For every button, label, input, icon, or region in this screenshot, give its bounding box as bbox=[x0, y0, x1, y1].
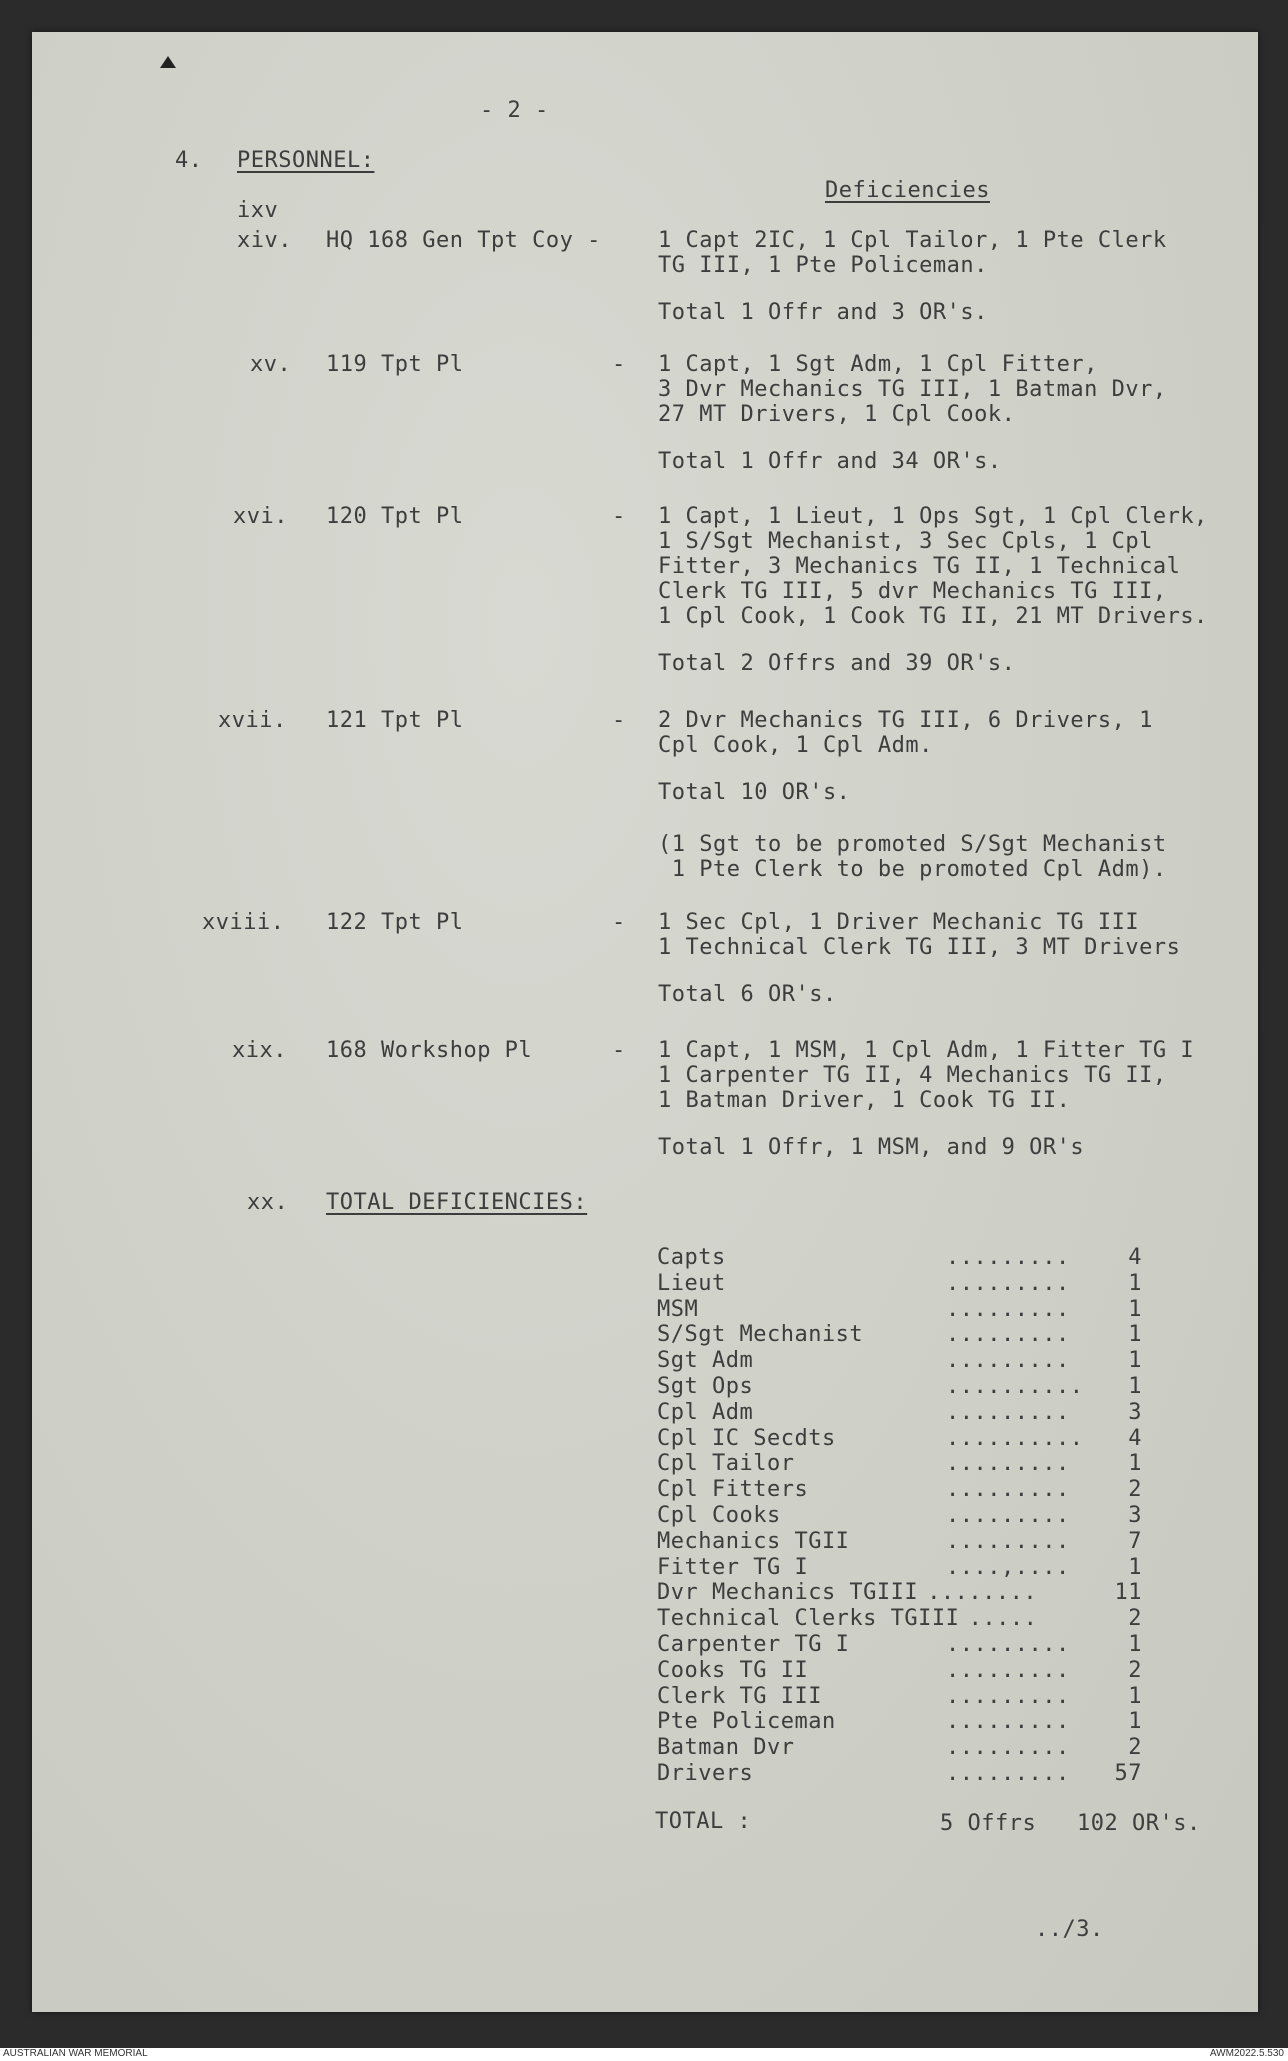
deficiency-line: 1 Capt 2IC, 1 Cpl Tailor, 1 Pte Clerk bbox=[658, 228, 1167, 253]
deficiency-count: 1 bbox=[1128, 1348, 1142, 1373]
leader-dots: ......... bbox=[946, 1529, 1070, 1554]
deficiency-item: Cpl Cooks bbox=[657, 1503, 781, 1528]
continuation-mark: ../3. bbox=[1035, 1917, 1104, 1942]
deficiency-item: Mechanics TGII bbox=[657, 1529, 850, 1554]
deficiency-count: 1 bbox=[1128, 1555, 1142, 1580]
unit-dash: - bbox=[612, 1038, 626, 1063]
deficiency-line: Clerk TG III, 5 dvr Mechanics TG III, bbox=[658, 579, 1167, 604]
leader-dots: .......... bbox=[946, 1374, 1084, 1399]
totals-heading: TOTAL DEFICIENCIES: bbox=[326, 1190, 588, 1215]
deficiency-item: Fitter TG I bbox=[657, 1555, 809, 1580]
deficiency-count: 4 bbox=[1128, 1245, 1142, 1270]
deficiency-item: Carpenter TG I bbox=[657, 1632, 850, 1657]
deficiency-item: Technical Clerks TGIII bbox=[657, 1606, 960, 1631]
deficiency-item: Drivers bbox=[657, 1761, 754, 1786]
unit-dash: - bbox=[612, 352, 626, 377]
deficiency-count: 1 bbox=[1128, 1451, 1142, 1476]
unit-numeral: xviii. bbox=[202, 910, 285, 935]
unit-numeral: xiv. bbox=[237, 228, 292, 253]
deficiency-count: 2 bbox=[1128, 1658, 1142, 1683]
deficiency-line: 1 Technical Clerk TG III, 3 MT Drivers bbox=[658, 935, 1181, 960]
unit-name: 168 Workshop Pl bbox=[326, 1038, 533, 1063]
unit-total: Total 6 OR's. bbox=[658, 982, 837, 1007]
section-number: 4. bbox=[175, 148, 203, 173]
leader-dots: ......... bbox=[946, 1477, 1070, 1502]
leader-dots: ......... bbox=[946, 1709, 1070, 1734]
leader-dots: ....,.... bbox=[946, 1555, 1070, 1580]
deficiency-count: 1 bbox=[1128, 1709, 1142, 1734]
deficiency-count: 1 bbox=[1128, 1374, 1142, 1399]
grand-total-label: TOTAL : bbox=[655, 1809, 752, 1834]
leader-dots: ......... bbox=[946, 1297, 1070, 1322]
deficiency-line: 2 Dvr Mechanics TG III, 6 Drivers, 1 bbox=[658, 708, 1153, 733]
unit-total: Total 10 OR's. bbox=[658, 780, 851, 805]
deficiency-item: Clerk TG III bbox=[657, 1684, 822, 1709]
deficiency-item: Cpl Tailor bbox=[657, 1451, 795, 1476]
unit-note: 1 Pte Clerk to be promoted Cpl Adm). bbox=[658, 857, 1167, 882]
leader-dots: ......... bbox=[946, 1735, 1070, 1760]
leader-dots: ..... bbox=[968, 1606, 1038, 1631]
deficiency-count: 11 bbox=[1114, 1580, 1142, 1605]
unit-total: Total 1 Offr, 1 MSM, and 9 OR's bbox=[658, 1135, 1085, 1160]
leader-dots: ......... bbox=[946, 1400, 1070, 1425]
deficiency-item: Cpl Fitters bbox=[657, 1477, 809, 1502]
punch-hole-mark bbox=[160, 56, 176, 68]
deficiency-item: Batman Dvr bbox=[657, 1735, 795, 1760]
deficiency-count: 7 bbox=[1128, 1529, 1142, 1554]
deficiency-count: 3 bbox=[1128, 1400, 1142, 1425]
deficiency-count: 1 bbox=[1128, 1684, 1142, 1709]
leader-dots: .......... bbox=[946, 1426, 1084, 1451]
deficiency-item: Pte Policeman bbox=[657, 1709, 836, 1734]
deficiency-count: 2 bbox=[1128, 1606, 1142, 1631]
document-page bbox=[32, 32, 1258, 2012]
unit-dash: - bbox=[612, 910, 626, 935]
grand-total-offrs: 5 Offrs bbox=[940, 1811, 1037, 1836]
deficiency-count: 1 bbox=[1128, 1632, 1142, 1657]
leader-dots: ......... bbox=[946, 1451, 1070, 1476]
deficiency-item: Sgt Ops bbox=[657, 1374, 754, 1399]
footer-reference: AWM2022.5.530 bbox=[1209, 2048, 1284, 2059]
deficiency-line: 1 Batman Driver, 1 Cook TG II. bbox=[658, 1088, 1071, 1113]
deficiency-line: 27 MT Drivers, 1 Cpl Cook. bbox=[658, 402, 1016, 427]
leader-dots: ......... bbox=[946, 1271, 1070, 1296]
unit-total: Total 1 Offr and 34 OR's. bbox=[658, 449, 1002, 474]
deficiency-line: Cpl Cook, 1 Cpl Adm. bbox=[658, 733, 933, 758]
leader-dots: ......... bbox=[946, 1503, 1070, 1528]
deficiency-count: 1 bbox=[1128, 1322, 1142, 1347]
deficiency-line: 3 Dvr Mechanics TG III, 1 Batman Dvr, bbox=[658, 377, 1167, 402]
leader-dots: ......... bbox=[946, 1632, 1070, 1657]
unit-dash: - bbox=[612, 708, 626, 733]
unit-dash: - bbox=[612, 504, 626, 529]
deficiency-item: S/Sgt Mechanist bbox=[657, 1322, 864, 1347]
deficiency-line: 1 Cpl Cook, 1 Cook TG II, 21 MT Drivers. bbox=[658, 604, 1208, 629]
leader-dots: ......... bbox=[946, 1658, 1070, 1683]
unit-total: Total 1 Offr and 3 OR's. bbox=[658, 300, 988, 325]
unit-name: 122 Tpt Pl bbox=[326, 910, 464, 935]
leader-dots: ........ bbox=[927, 1580, 1038, 1605]
footer-institution: AUSTRALIAN WAR MEMORIAL bbox=[3, 2048, 148, 2059]
unit-name: 120 Tpt Pl bbox=[326, 504, 464, 529]
deficiency-line: 1 S/Sgt Mechanist, 3 Sec Cpls, 1 Cpl bbox=[658, 529, 1153, 554]
deficiency-line: 1 Sec Cpl, 1 Driver Mechanic TG III bbox=[658, 910, 1140, 935]
unit-numeral: xvi. bbox=[233, 504, 288, 529]
leader-dots: ......... bbox=[946, 1245, 1070, 1270]
unit-numeral: xvii. bbox=[218, 708, 287, 733]
deficiency-item: Sgt Adm bbox=[657, 1348, 754, 1373]
unit-name: HQ 168 Gen Tpt Coy - bbox=[326, 228, 601, 253]
unit-name: 121 Tpt Pl bbox=[326, 708, 464, 733]
deficiency-count: 4 bbox=[1128, 1426, 1142, 1451]
unit-total: Total 2 Offrs and 39 OR's. bbox=[658, 651, 1016, 676]
deficiency-item: Lieut bbox=[657, 1271, 726, 1296]
deficiency-item: Dvr Mechanics TGIII bbox=[657, 1580, 919, 1605]
deficiency-item: Cpl IC Secdts bbox=[657, 1426, 836, 1451]
unit-numeral: xv. bbox=[250, 352, 292, 377]
unit-numeral: xix. bbox=[232, 1038, 287, 1063]
unit-note: (1 Sgt to be promoted S/Sgt Mechanist bbox=[658, 832, 1167, 857]
deficiency-line: TG III, 1 Pte Policeman. bbox=[658, 253, 988, 278]
leader-dots: ......... bbox=[946, 1761, 1070, 1786]
deficiency-line: Fitter, 3 Mechanics TG II, 1 Technical bbox=[658, 554, 1181, 579]
grand-total-ors: 102 OR's. bbox=[1077, 1811, 1201, 1836]
deficiency-count: 57 bbox=[1114, 1761, 1142, 1786]
deficiency-count: 2 bbox=[1128, 1477, 1142, 1502]
deficiency-item: MSM bbox=[657, 1297, 699, 1322]
deficiency-item: Capts bbox=[657, 1245, 726, 1270]
deficiency-count: 1 bbox=[1128, 1271, 1142, 1296]
deficiency-item: Cpl Adm bbox=[657, 1400, 754, 1425]
leader-dots: ......... bbox=[946, 1348, 1070, 1373]
numeral-annotation: ixv bbox=[237, 198, 279, 223]
deficiency-line: 1 Capt, 1 MSM, 1 Cpl Adm, 1 Fitter TG I bbox=[658, 1038, 1195, 1063]
section-title: PERSONNEL: bbox=[237, 148, 375, 173]
deficiency-count: 2 bbox=[1128, 1735, 1142, 1760]
deficiency-line: 1 Capt, 1 Lieut, 1 Ops Sgt, 1 Cpl Clerk, bbox=[658, 504, 1208, 529]
page-number: - 2 - bbox=[480, 98, 549, 123]
deficiency-line: 1 Carpenter TG II, 4 Mechanics TG II, bbox=[658, 1063, 1167, 1088]
leader-dots: ......... bbox=[946, 1322, 1070, 1347]
deficiency-count: 3 bbox=[1128, 1503, 1142, 1528]
archive-footer bbox=[0, 2048, 1288, 2061]
totals-numeral: xx. bbox=[247, 1190, 289, 1215]
deficiency-item: Cooks TG II bbox=[657, 1658, 809, 1683]
unit-name: 119 Tpt Pl bbox=[326, 352, 464, 377]
leader-dots: ......... bbox=[946, 1684, 1070, 1709]
deficiency-count: 1 bbox=[1128, 1297, 1142, 1322]
column-heading: Deficiencies bbox=[825, 178, 990, 203]
deficiency-line: 1 Capt, 1 Sgt Adm, 1 Cpl Fitter, bbox=[658, 352, 1098, 377]
